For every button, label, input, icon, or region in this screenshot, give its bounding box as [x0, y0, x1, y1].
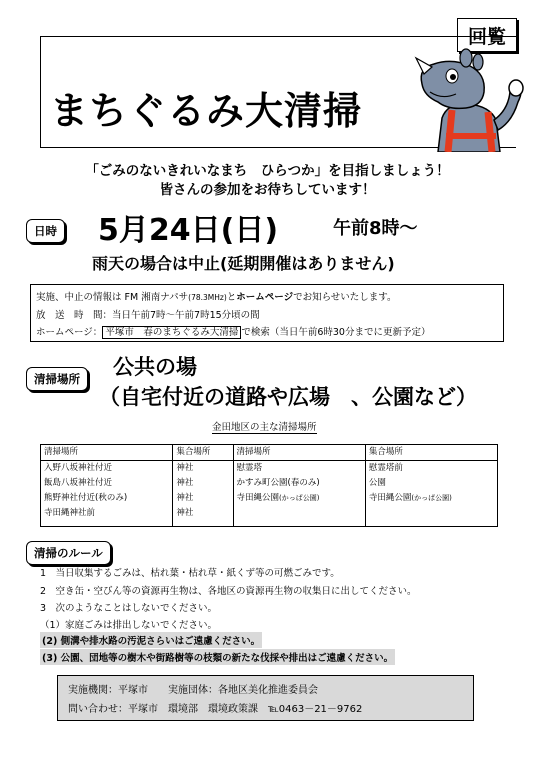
table-cell: 入野八坂神社付近: [41, 461, 173, 477]
place-tag: 清掃場所: [26, 367, 88, 391]
rhino-mascot-illustration: [408, 40, 526, 152]
table-row: [41, 491, 498, 506]
table-header: 集合場所: [173, 445, 233, 461]
cleanup-sites-table: [40, 444, 498, 527]
page-title: まちぐるみ大清掃: [50, 89, 363, 133]
date-tag: 日時: [26, 219, 65, 243]
event-date: 5月24日(日): [98, 213, 279, 248]
table-cell: 熊野神社付近(秋のみ): [41, 491, 173, 506]
rule-item-3-3: (3) 公園、団地等の樹木や街路樹等の枝類の新たな伐採や排出はご遠慮ください。: [40, 649, 395, 665]
table-cell: [365, 461, 497, 477]
info-line-1-suffix: でお知らせいたします。: [293, 292, 397, 303]
rule-item-3-2: (2) 側溝や排水路の汚泥さらいはご遠慮ください。: [40, 632, 262, 648]
info-line-1-prefix: 実施、中止の情報は FM 湘南ナパサ: [36, 292, 189, 303]
info-line-1: [36, 289, 397, 303]
circulation-badge: 回覧: [457, 18, 517, 52]
table-cell: [233, 461, 365, 477]
slogan-line-1: 「ごみのないきれいなまち ひらつか」を目指しましょう！: [85, 163, 450, 179]
info-line-3: [36, 324, 430, 338]
info-line-2: 放 送 時 間：当日午前7時～午前7時15分頃の間: [36, 310, 260, 321]
table-cell: 寺田縄神社前: [41, 506, 173, 527]
contact-line: 問い合わせ：平塚市 環境部 環境政策課 ℡0463－21－9762: [68, 704, 363, 715]
table-row: [41, 461, 498, 477]
table-header: 集合場所: [365, 445, 497, 461]
organizer-line: 実施機関：平塚市 実施団体：各地区美化推進委員会: [68, 685, 318, 696]
cell-text: 慰霊塔前: [368, 463, 403, 473]
event-time: 午前8時～: [333, 218, 418, 239]
rule-item-3: 3 次のようなことはしないでください。: [40, 603, 218, 614]
cell-text: 慰霊塔: [236, 463, 263, 473]
table-cell: [233, 506, 365, 527]
cell-text: 公園: [368, 478, 386, 488]
place-heading-1: 公共の場: [113, 355, 197, 379]
table-row: [41, 476, 498, 491]
table-header-row: [41, 445, 498, 461]
info-line-3-prefix: ホームページ：: [36, 327, 103, 338]
table-cell: 神社: [173, 476, 233, 491]
rain-notice: 雨天の場合は中止(延期開催はありません): [92, 254, 395, 273]
cell-text: 寺田縄公園: [368, 493, 412, 503]
homepage-emphasis: ホームページ: [236, 292, 294, 303]
table-header: 清掃場所: [41, 445, 173, 461]
table-cell: [365, 476, 497, 491]
rule-item-1: 1 当日収集するごみは、枯れ葉・枯れ草・紙くず等の可燃ごみです。: [40, 568, 340, 579]
table-header: 清掃場所: [233, 445, 365, 461]
table-cell: [365, 491, 497, 506]
cell-note: (かっぱ公園): [411, 494, 452, 502]
table-cell: 神社: [173, 491, 233, 506]
table-cell: [365, 506, 497, 527]
fm-frequency: (78.3MHz): [188, 293, 227, 302]
sites-subheading: 金田地区の主な清掃場所: [212, 419, 317, 434]
table-cell: [233, 476, 365, 491]
table-cell: [233, 491, 365, 506]
rules-tag: 清掃のルール: [26, 541, 111, 565]
rule-item-2: 2 空き缶・空びん等の資源再生物は、各地区の資源再生物の収集日に出してください。: [40, 586, 417, 597]
table-cell: 飯島八坂神社付近: [41, 476, 173, 491]
table-cell: 神社: [173, 461, 233, 477]
table-row: [41, 506, 498, 527]
info-line-3-suffix: で検索（当日午前6時30分までに更新予定）: [241, 327, 431, 338]
table-cell: 神社: [173, 506, 233, 527]
cell-note: (かっぱ公園): [279, 494, 320, 502]
place-heading-2: （自宅付近の道路や広場 、公園など）: [99, 385, 477, 409]
cell-text: 寺田縄公園: [236, 493, 280, 503]
rule-item-3-1: （1）家庭ごみは排出しないでください。: [40, 620, 218, 631]
slogan-line-2: 皆さんの参加をお待ちしています！: [159, 182, 376, 198]
cell-text: かすみ町公園(春のみ): [236, 478, 320, 488]
search-keyword: 平塚市 春のまちぐるみ大清掃: [102, 326, 241, 339]
info-line-1-mid: と: [226, 292, 237, 303]
